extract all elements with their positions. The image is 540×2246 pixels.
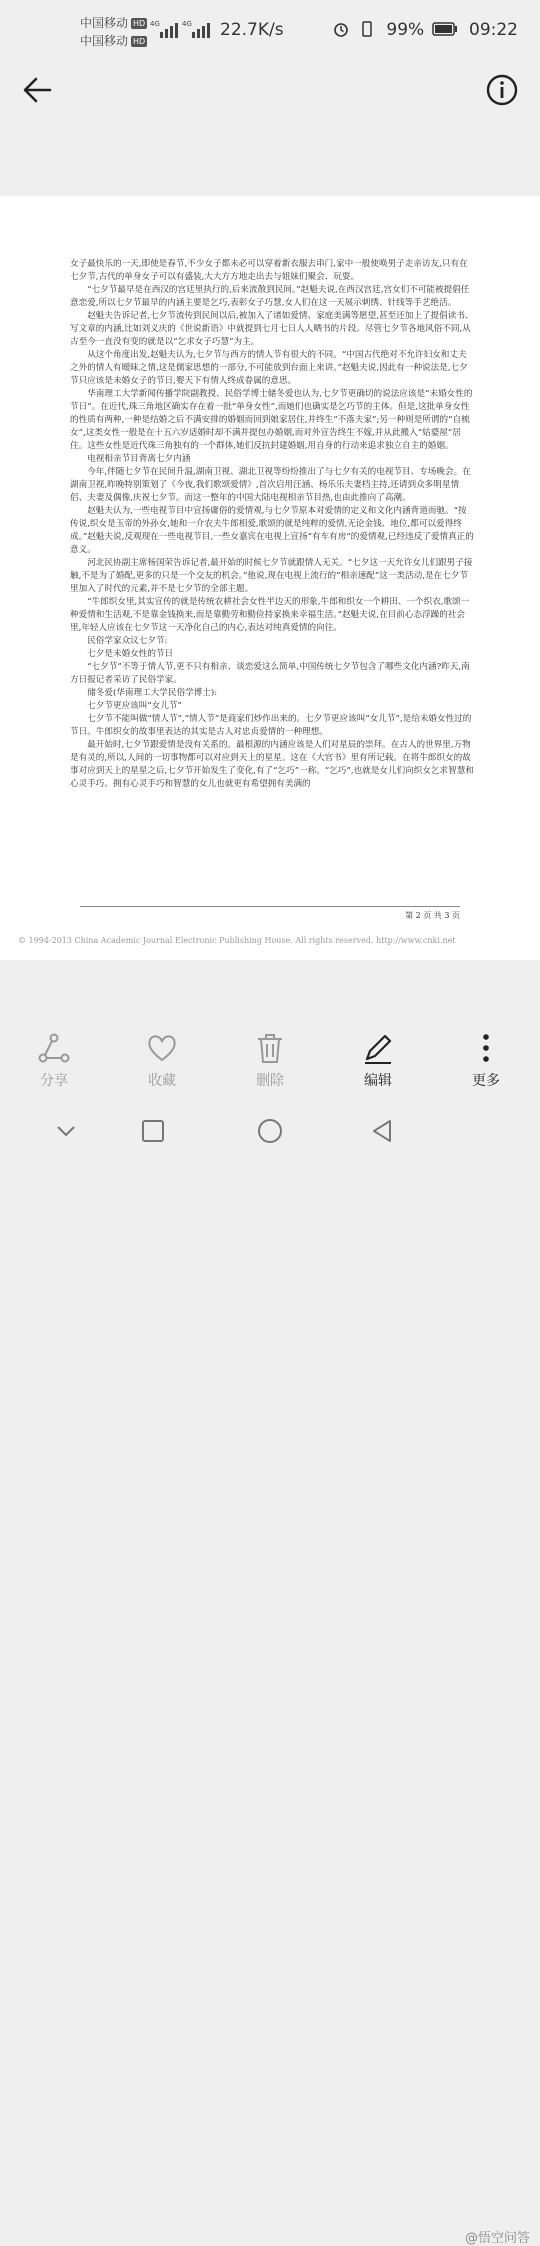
back-arrow-icon[interactable] [20,72,56,108]
battery-percent: 99% [386,20,425,40]
document-paragraph: 电视相亲节目背离七夕内涵 [87,454,191,464]
home-icon[interactable] [252,1113,288,1149]
delete-label: 删除 [256,1073,284,1089]
share-label: 分享 [40,1073,68,1089]
chevron-down-icon[interactable] [48,1113,84,1149]
edit-icon [361,1031,395,1065]
clock: 09:22 [469,20,518,40]
document-paragraph: 今年,伴随七夕节在民间升温,湖南卫视、湖北卫视等纷纷推出了与七夕有关的电视节目、专场晚会。在湖南卫视,昨晚特别策划了《今夜,我们歌颂爱情》,首次启用汪涵、杨乐乐夫妻档主持,还请到众多明星情侣、夫妻及偶像,庆祝七夕节。而这一整年的中国大陆电视相亲节目热,也由此推向了高潮。 [70,467,471,503]
info-icon[interactable] [484,72,520,108]
carrier-1: 中国移动 HD [80,16,146,30]
share-icon [37,1031,71,1065]
trash-icon [253,1031,287,1065]
document-paragraph: 最开始时,七夕节跟爱情是没有关系的。最根源的内涵应该是人们对星辰的崇拜。在古人的世界里,万物是有灵的,所以,人间的一切事物都可以对应到天上的星星。这在《大官书》里有所记载。在将牛郎织女的故事对应到天上的星星之后,七夕节开始发生了变化,有了“乞巧”一称。“乞巧”,也就是女儿们向织女乞求智慧和心灵手巧。拥有心灵手巧和智慧的女儿也就更有希望拥有美满的 [70,740,474,789]
document-paragraph: 赵魁夫认为,一些电视节目中宣扬庸俗的爱情观,与七夕节原本对爱情的定义和文化内涵背道而驰。“按传说,织女是玉帝的外孙女,她和一介农夫牛郎相爱,歌颂的就是纯粹的爱情,无论金钱、地位,都可以爱得终成。”赵魁夫说,反观现在一些电视节目,一些女嘉宾在电视上宣扬“有车有房”的爱情观,已经违反了爱情真正的意义。 [70,506,474,555]
recent-apps-icon[interactable] [135,1113,171,1149]
battery-icon [432,22,458,36]
favorite-button[interactable] [122,1030,202,1090]
document-paragraph: 七夕是未婚女性的节日 [87,649,174,659]
nav-back-icon[interactable] [365,1113,401,1149]
document-paragraph: 赵魁夫告诉记者,七夕节流传到民间以后,被加入了诸如爱情、家庭美满等愿望,甚至还加上了提倡读书、写文章的内涵,比如刘义庆的《世说新语》中就提到七月七日人人晒书的片段。尽管七夕节各地风俗不同,从古至今一直没有变的就是以“乞求女子巧慧”为主。 [70,311,474,347]
heart-icon [145,1031,179,1065]
app-toolbar [0,62,540,122]
document-body [70,258,474,791]
document-paragraph: 从这个角度出发,赵魁夫认为,七夕节与西方的情人节有很大的不同。“中国古代绝对不允许妇女和丈夫之外的情人有暧昧之情,这是儒家思想的一部分,不可能放到台面上来讲。”赵魁夫说,因此有一种说法是,七夕节只应该是未婚女子的节日,婴天下有情人终成眷属的意思。 [70,350,468,386]
signal-icon-2 [182,18,214,40]
page-number: 第 2 页 共 3 页 [80,906,460,921]
svg-text:4G: 4G [150,20,160,28]
carrier-2: 中国移动 HD [80,34,146,48]
share-button[interactable] [14,1030,94,1090]
document-paragraph: 民俗学家众议七夕节: [87,636,168,646]
watermark: @悟空问答 [464,2231,530,2246]
edit-label: 编辑 [364,1073,392,1089]
svg-text:4G: 4G [182,20,192,28]
document-paragraph: 河北民协副主席杨国荣告诉记者,最开始的时候七夕节就跟情人无关。“七夕这一天允许女儿们跟男子接触,不是为了婚配,更多的只是一个交友的机会。”他说,现在电视上流行的“相亲速配”这一类活动,是在七夕节里加入了时代的元素,并不是七夕节的全部主题。 [70,558,473,594]
copyright-notice: © 1994-2013 China Academic Journal Electronic Publishing House. All rights reserved. http://www.cnki.net [18,936,456,945]
document-paragraph: 七夕节更应该叫“女儿节” [87,701,182,711]
alarm-icon [332,20,350,38]
document-page [0,196,540,960]
document-paragraph: “七夕节最早是在西汉的宫廷里执行的,后来流散到民间。”赵魁夫说,在西汉宫廷,宫女们不可能被提倡任意恋爱,所以七夕节最早的内涵主要是乞巧,表彰女子巧慧,女人们在这一天展示刺绣、针线等手艺绝活。 [70,285,470,308]
network-speed: 22.7K/s [220,20,284,40]
signal-icon [150,18,182,40]
status-right [332,20,518,40]
more-label: 更多 [472,1073,500,1089]
more-button[interactable] [446,1030,526,1090]
status-bar [0,0,540,62]
document-paragraph: 女子最快乐的一天,即使是春节,不少女子都未必可以穿着新衣服去串门,家中一般使唤男子走亲访友,只有在七夕节,古代的单身女子可以有盛装,大大方方地走出去与姐妹们聚会、玩耍。 [70,259,468,282]
document-paragraph: “牛郎织女里,其实宣传的就是传统农耕社会女性半边天的形象,牛郎和织女一个耕田、一个织衣,歌颂一种爱情和生活观,不是靠金钱换来,而是靠勤劳和勤俭持家换来幸福生活。”赵魁夫说,在目前心态浮躁的社会里,年轻人应该在七夕节这一天净化自己的内心,表达对纯真爱情的向往。 [70,597,470,633]
document-paragraph: 华南理工大学新闻传播学院副教授、民俗学博士储冬爱也认为,七夕节更确切的说法应该是“未婚女性的节日”。在近代,珠三角地区确实存在着一批“单身女性”,而她们也确实是乞巧节的主体。但是,这批单身女性的性质有两种,一种是结婚之后不满安排的婚姻而回到娘家居住,并终生“不落夫家”;另一种则是所谓的“自梳女”,这类女性一般是在十五六岁适婚时却不满并提包办婚姻,而对外宣告终生不嫁,并从此搬入“姑婆屋”居住。这些女性是近代珠三角独有的一个群体,她们反抗封建婚姻,用自身的行动来追求独立自主的婚姻。 [70,389,473,451]
favorite-label: 收藏 [148,1073,176,1089]
edit-button[interactable] [338,1030,418,1090]
document-paragraph: 储冬爱(华南理工大学民俗学博士): [87,688,218,698]
system-nav-bar [0,1105,540,2246]
vibrate-icon [359,20,375,38]
document-paragraph: “七夕节”不等于情人节,更不只有相亲、谈恋爱这么简单,中国传统七夕节包含了哪些文化内涵?昨天,南方日报记者采访了民俗学家。 [70,662,470,685]
bottom-action-bar [0,1030,540,1100]
delete-button[interactable] [230,1030,310,1090]
document-paragraph: 七夕节不能叫做“情人节”,“情人节”是商家们炒作出来的。七夕节更应该叫“女儿节”,是给未婚女性过的节日。牛郎织女的故事里表达的其实是古人对忠贞爱情的一种理想。 [70,714,472,737]
more-vertical-icon [469,1031,503,1065]
